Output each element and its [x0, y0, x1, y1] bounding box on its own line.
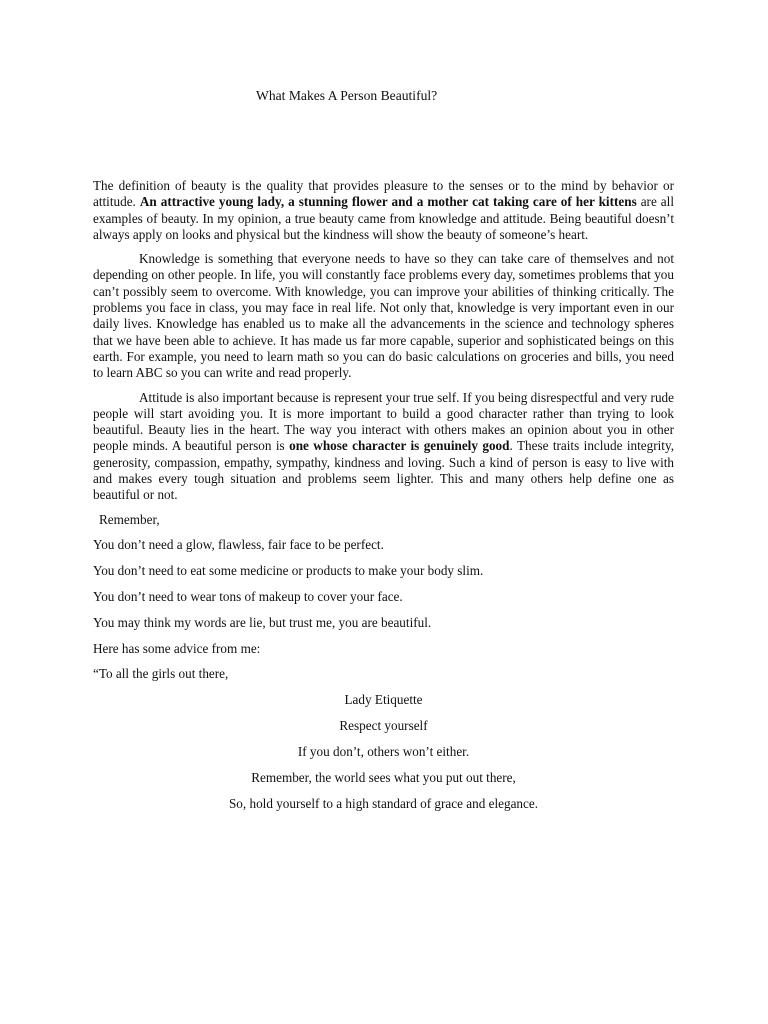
- bold-examples: An attractive young lady, a stunning flower and a mother cat taking care of her kittens: [139, 194, 637, 210]
- statement-line: You don’t need a glow, flawless, fair face to be perfect.: [93, 536, 384, 552]
- statement-line: You don’t need to eat some medicine or products to make your body slim.: [93, 562, 484, 578]
- paragraph-text: . These traits include integrity, generosity, compassion, empathy, sympathy, kindness and loving. Such a kind of person is easy to live with and makes every tough situation and problems seem lighter. This and many others help define one as beautiful or not.: [93, 438, 675, 503]
- statement-line: You may think my words are lie, but trust me, you are beautiful.: [93, 614, 432, 630]
- statement-line: You don’t need to wear tons of makeup to cover your face.: [93, 588, 403, 604]
- remember-line: Remember,: [99, 511, 160, 527]
- centered-poem: [93, 692, 674, 812]
- paragraph-attitude: [93, 390, 674, 504]
- paragraph-text: Attitude is also important because is represent your true self. If you being disrespectful and very rude people will start avoiding you. It is more important to build a good character rather than trying to look beautiful. Beauty lies in the heart. The way you interact with others makes an opinion about you in other people minds. A beautiful person is: [93, 389, 674, 454]
- paragraph-knowledge: Knowledge is something that everyone needs to have so they can take care of themselves and not depending on other people. In life, you will constantly face problems every day, sometimes problems that you can’t possibly seem to overcome. With knowledge, you can improve your abilities of thinking critically. The problems you face in class, you may face in real life. Not only that, knowledge is very important even in our daily lives. Knowledge has enabled us to make all the advancements in the science and technology spheres that we have been able to achieve. It has made us far more capable, superior and sophisticated beings on this earth. For example, you need to learn math so you can do basic calculations on groceries and bills, you need to learn ABC so you can write and read properly.: [93, 251, 674, 381]
- poem-line: If you don’t, others won’t either.: [297, 744, 470, 760]
- paragraph-text: are all examples of beauty. In my opinion, a true beauty came from knowledge and attitude. Being beautiful doesn’t always apply on looks and physical but the kindness will show the beauty of someone’s heart.: [93, 194, 674, 242]
- statement-line: Here has some advice from me:: [93, 640, 261, 656]
- poem-line: Respect yourself: [339, 718, 428, 734]
- document-body: [93, 178, 674, 822]
- paragraph-definition: [93, 178, 674, 243]
- paragraph-text: The definition of beauty is the quality that provides pleasure to the senses or to the mind by behavior or attitude.: [93, 178, 674, 210]
- poem-line: So, hold yourself to a high standard of grace and elegance.: [228, 795, 539, 811]
- document-title: What Makes A Person Beautiful?: [256, 88, 438, 103]
- bold-character: one whose character is genuinely good: [289, 438, 510, 454]
- poem-line: Remember, the world sees what you put out there,: [251, 769, 516, 785]
- poem-line: Lady Etiquette: [344, 692, 423, 708]
- statement-line: “To all the girls out there,: [93, 666, 229, 682]
